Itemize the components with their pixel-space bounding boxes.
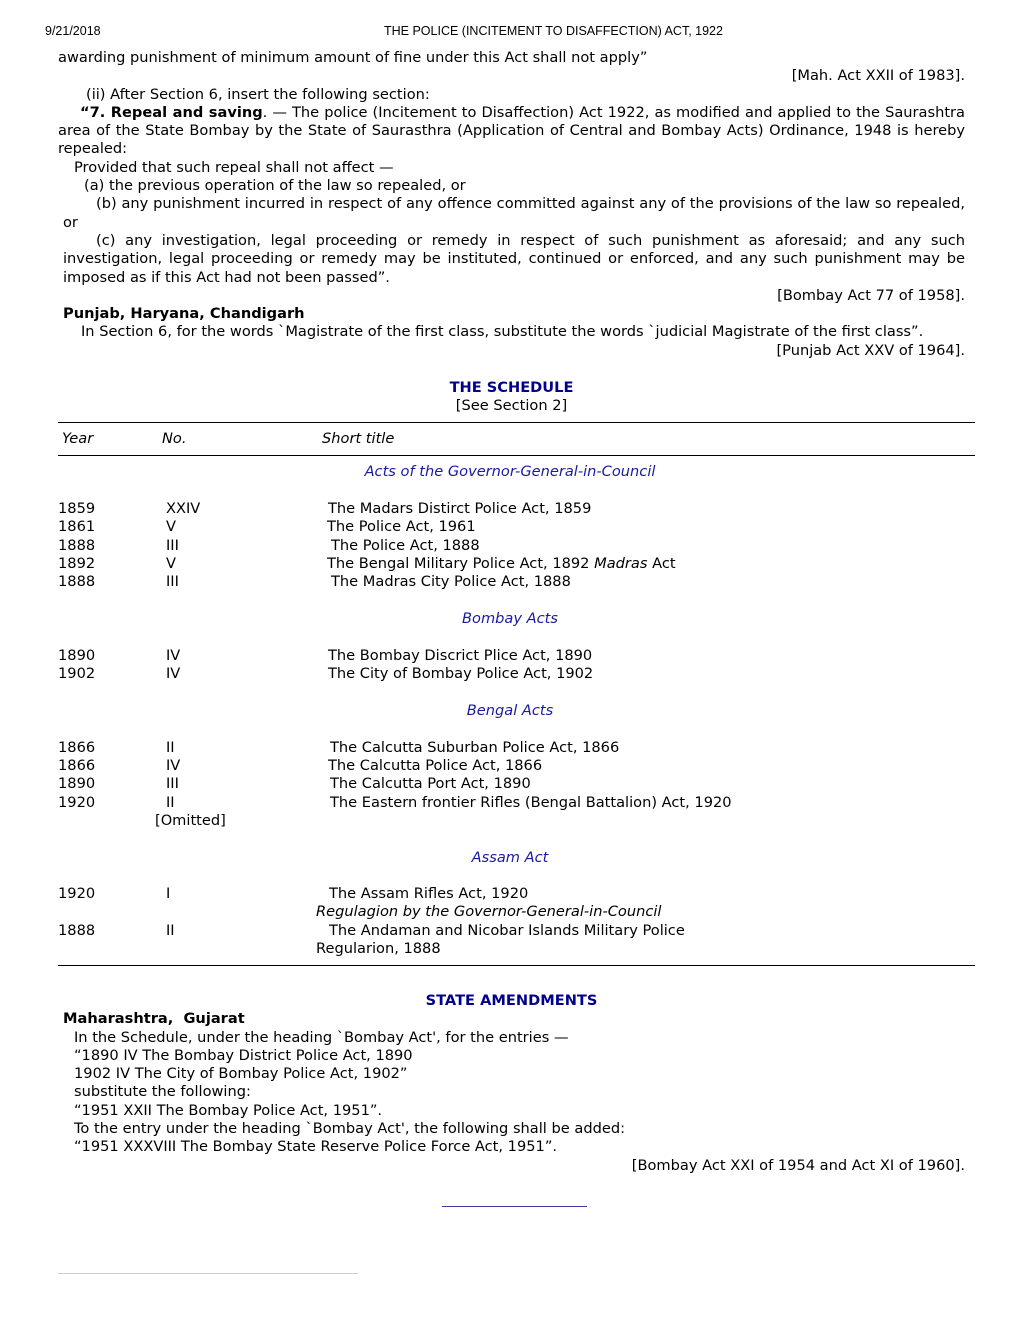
- text-line: “1890 IV The Bombay District Police Act, 1890: [74, 1046, 413, 1064]
- title-text: The Madras City Police Act, 1888: [331, 573, 571, 590]
- cell-number: II: [166, 794, 175, 811]
- title-text: The Calcutta Suburban Police Act, 1866: [330, 739, 620, 756]
- title-text: The Calcutta Port Act, 1890: [330, 775, 531, 792]
- footnote-rule: [58, 1273, 358, 1274]
- cell-short-title: [328, 757, 542, 774]
- cell-number: XXIV: [166, 500, 201, 517]
- section-7: [58, 104, 965, 159]
- text-line: “1951 XXXVIII The Bombay State Reserve Police Force Act, 1951”.: [74, 1138, 558, 1156]
- cell-number: II: [166, 922, 175, 939]
- cell-short-title: [330, 794, 732, 811]
- cell-short-title: [328, 647, 592, 664]
- cell-year: 1890: [58, 647, 96, 664]
- text-line: In the Schedule, under the heading `Bombay Act', for the entries —: [74, 1028, 569, 1046]
- title-text: The Madars Distirct Police Act, 1859: [328, 500, 592, 517]
- table-row: [0, 665, 1020, 683]
- title-text: Act: [652, 555, 676, 572]
- col-no: No.: [162, 430, 187, 447]
- table-row: [0, 500, 1020, 518]
- cell-year: 1890: [58, 775, 96, 792]
- schedule-title: THE SCHEDULE: [449, 379, 574, 396]
- citation: [Bombay Act XXI of 1954 and Act XI of 1960].: [631, 1156, 965, 1174]
- table-header: [0, 430, 1020, 448]
- cell-number: III: [166, 573, 179, 590]
- title-text: The City of Bombay Police Act, 1902: [328, 665, 594, 682]
- schedule-subtitle: [See Section 2]: [455, 397, 568, 415]
- print-date: 9/21/2018: [45, 24, 101, 38]
- cell-number: II: [166, 739, 175, 756]
- table-row: [0, 922, 1020, 940]
- cell-number: V: [166, 518, 176, 535]
- section-heading: “7. Repeal and saving: [80, 103, 263, 121]
- text-line: (ii) After Section 6, insert the following section:: [86, 85, 430, 103]
- state-amendments: [58, 992, 965, 1175]
- cell-number: III: [166, 775, 179, 792]
- table-row: [0, 555, 1020, 573]
- table-header-rule: [58, 455, 975, 456]
- cell-year: 1892: [58, 555, 96, 572]
- col-year: Year: [62, 430, 94, 447]
- cell-number: IV: [166, 757, 181, 774]
- title-text: The Assam Rifles Act, 1920: [329, 885, 529, 902]
- cell-short-title: [331, 537, 480, 554]
- cell-year: 1902: [58, 665, 96, 682]
- col-short-title: Short title: [322, 430, 395, 447]
- clause-b: (b) any punishment incurred in respect of any offence committed against any of the provisions of the law so repealed, or: [63, 195, 965, 231]
- text-line: “1951 XXII The Bombay Police Act, 1951”.: [74, 1101, 383, 1119]
- regulation-tail: Regularion, 1888: [316, 940, 441, 957]
- state-amendments-title: STATE AMENDMENTS: [425, 992, 598, 1009]
- amendment-text: [58, 49, 965, 360]
- table-bottom-rule: [58, 965, 975, 966]
- text-line: Provided that such repeal shall not affect —: [74, 158, 394, 176]
- cell-year: 1888: [58, 537, 96, 554]
- group-label: Bombay Acts: [462, 610, 558, 627]
- group-label: Bengal Acts: [466, 702, 554, 719]
- text-line: substitute the following:: [74, 1083, 251, 1101]
- cell-year: 1920: [58, 794, 96, 811]
- cell-short-title: [327, 555, 676, 572]
- cell-year: 1866: [58, 757, 96, 774]
- cell-short-title: [328, 665, 593, 682]
- cell-short-title: [329, 885, 528, 902]
- cell-number: I: [166, 885, 171, 902]
- text-line: In Section 6, for the words `Magistrate of the first class, substitute the words `judicial Magistrate of the first class”.: [81, 323, 924, 341]
- cell-short-title: [330, 739, 619, 756]
- section-text: . — The police (Incitement to Disaffection) Act 1922, as modified and applied to the Saurashtra area of the State Bombay by the State of Saurasthra (Application of Central and Bombay Acts) Ordinance, 1948 is hereby repealed:: [58, 103, 965, 158]
- text-line: awarding punishment of minimum amount of fine under this Act shall not apply”: [58, 49, 648, 66]
- cell-number: IV: [166, 665, 181, 682]
- state-heading: Maharashtra, Gujarat: [63, 1010, 245, 1028]
- text-line: 1902 IV The City of Bombay Police Act, 1902”: [74, 1065, 408, 1083]
- cell-year: 1920: [58, 885, 96, 902]
- cell-number: IV: [166, 647, 181, 664]
- amendment-lines: [58, 1029, 965, 1157]
- table-row: [0, 757, 1020, 775]
- table-row: [0, 537, 1020, 555]
- schedule-heading: [58, 379, 965, 416]
- title-text: The Bombay Discrict Plice Act, 1890: [328, 647, 593, 664]
- text-line: To the entry under the heading `Bombay Act', the following shall be added:: [74, 1120, 626, 1138]
- title-text: The Police Act, 1888: [331, 537, 480, 554]
- running-title: THE POLICE (INCITEMENT TO DISAFFECTION) ACT, 1922: [384, 24, 723, 38]
- citation: [Mah. Act XXII of 1983].: [791, 67, 965, 85]
- table-row: [0, 739, 1020, 757]
- citation: [Bombay Act 77 of 1958].: [777, 286, 965, 304]
- table-row: [0, 775, 1020, 793]
- cell-short-title: [328, 500, 591, 517]
- state-heading: Punjab, Haryana, Chandigarh: [63, 305, 305, 323]
- clause-c: (c) any investigation, legal proceeding or remedy in respect of such punishment as aforesaid; and any such investigation, legal proceeding or remedy may be instituted, continued or enforced, and any such punishment may be imposed as if this Act had not been passed”.: [63, 231, 965, 286]
- cell-short-title: [327, 518, 476, 535]
- title-italic: Madras: [594, 555, 648, 572]
- cell-short-title: [330, 775, 531, 792]
- cell-year: 1888: [58, 922, 96, 939]
- group-label: Acts of the Governor-General-in-Council: [364, 463, 656, 480]
- title-text: The Calcutta Police Act, 1866: [328, 757, 543, 774]
- cell-number: III: [166, 537, 179, 554]
- group-label: Assam Act: [471, 849, 549, 866]
- title-text: The Eastern frontier Rifles (Bengal Battalion) Act, 1920: [330, 794, 732, 811]
- regulation-label: Regulagion by the Governor-General-in-Council: [316, 903, 662, 920]
- cell-year: 1866: [58, 739, 96, 756]
- omitted-note: [Omitted]: [155, 812, 226, 829]
- table-top-rule: [58, 422, 975, 423]
- cell-year: 1861: [58, 518, 96, 535]
- title-text: The Andaman and Nicobar Islands Military Police: [329, 922, 685, 939]
- title-text: The Police Act, 1961: [327, 518, 476, 535]
- table-row: [0, 518, 1020, 536]
- cell-year: 1888: [58, 573, 96, 590]
- table-row: [0, 794, 1020, 812]
- clause-a: (a) the previous operation of the law so repealed, or: [84, 177, 466, 195]
- cell-year: 1859: [58, 500, 96, 517]
- cell-short-title: [331, 573, 571, 590]
- end-rule: [442, 1206, 587, 1207]
- table-row: [0, 885, 1020, 903]
- title-text: The Bengal Military Police Act, 1892: [327, 555, 590, 572]
- table-row: [0, 647, 1020, 665]
- cell-number: V: [166, 555, 176, 572]
- citation: [Punjab Act XXV of 1964].: [776, 341, 965, 359]
- table-row: [0, 573, 1020, 591]
- cell-short-title: [329, 922, 685, 939]
